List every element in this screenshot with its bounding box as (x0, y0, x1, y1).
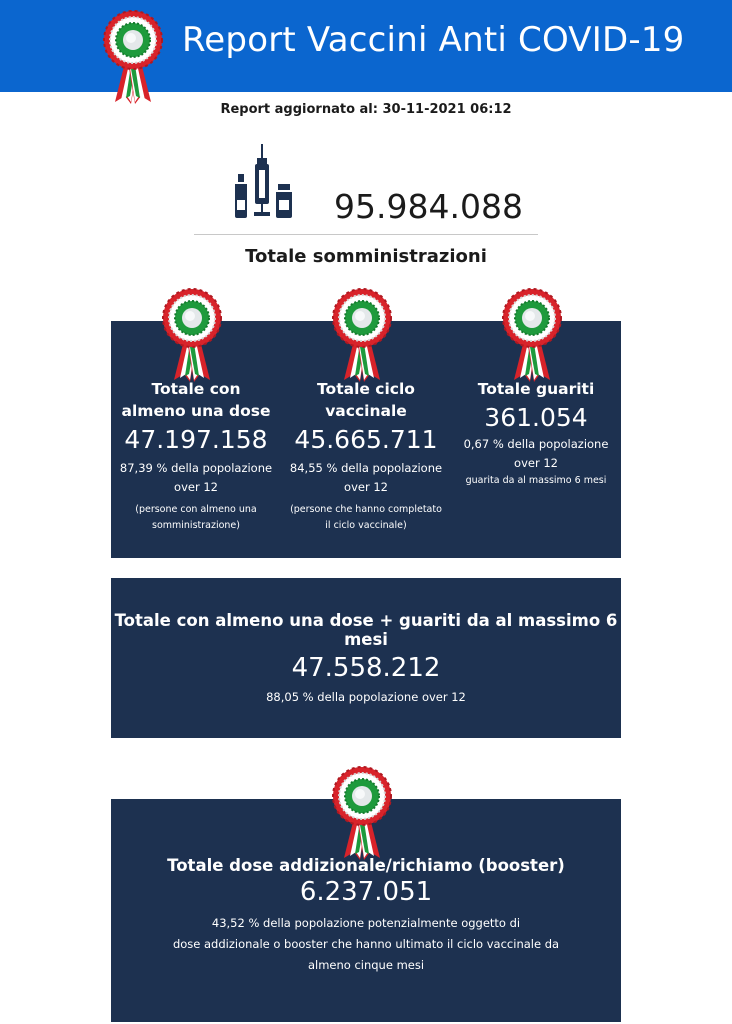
page-title: Report Vaccini Anti COVID-19 (182, 20, 685, 60)
stat-value: 361.054 (484, 403, 588, 432)
combined-stats-panel (111, 578, 621, 738)
stat-note: (persone che hanno completato il ciclo vaccinale) (290, 504, 442, 531)
stat-booster (111, 856, 621, 976)
stat-at-least-one-dose (111, 378, 281, 534)
report-updated-timestamp: Report aggiornato al: 30-11-2021 06:12 (220, 102, 512, 117)
header-bar (0, 0, 732, 92)
stat-title: Totale con almeno una dose (121, 380, 271, 420)
stat-title: Totale con almeno una dose + guariti da al massimo 6 mesi (114, 611, 618, 649)
total-administrations-value: 95.984.088 (334, 187, 523, 226)
stat-value: 6.237.051 (299, 877, 433, 907)
stat-percentage: 43,52 % della popolazione potenzialmente oggetto di dose addizionale o booster che hanno ultimato il ciclo vaccinale da almeno cinque mesi (172, 916, 560, 972)
stat-combined (111, 611, 621, 708)
stat-full-cycle (281, 378, 451, 534)
stat-value: 47.558.212 (291, 653, 441, 683)
stat-percentage: 0,67 % della popolazione over 12 (463, 437, 609, 470)
stat-recovered (451, 378, 621, 489)
stat-percentage: 88,05 % della popolazione over 12 (266, 690, 466, 704)
rosette-icon (502, 288, 562, 384)
rosette-icon (332, 766, 392, 862)
divider (194, 234, 538, 235)
stat-title: Totale guariti (477, 380, 595, 398)
rosette-icon (162, 288, 222, 384)
stat-percentage: 84,55 % della popolazione over 12 (289, 461, 443, 494)
stat-note: guarita da al massimo 6 mesi (465, 475, 607, 486)
stat-value: 45.665.711 (294, 425, 438, 454)
stat-value: 47.197.158 (124, 425, 268, 454)
rosette-icon (103, 10, 163, 106)
rosette-icon (332, 288, 392, 384)
stat-note: (persone con almeno una somministrazione) (135, 504, 257, 531)
stat-title: Totale dose addizionale/richiamo (booster) (167, 856, 565, 875)
stat-percentage: 87,39 % della popolazione over 12 (119, 461, 273, 494)
total-administrations-label: Totale somministrazioni (245, 246, 487, 267)
stat-title: Totale ciclo vaccinale (317, 380, 415, 420)
vaccine-vial-syringe-icon (232, 144, 294, 220)
